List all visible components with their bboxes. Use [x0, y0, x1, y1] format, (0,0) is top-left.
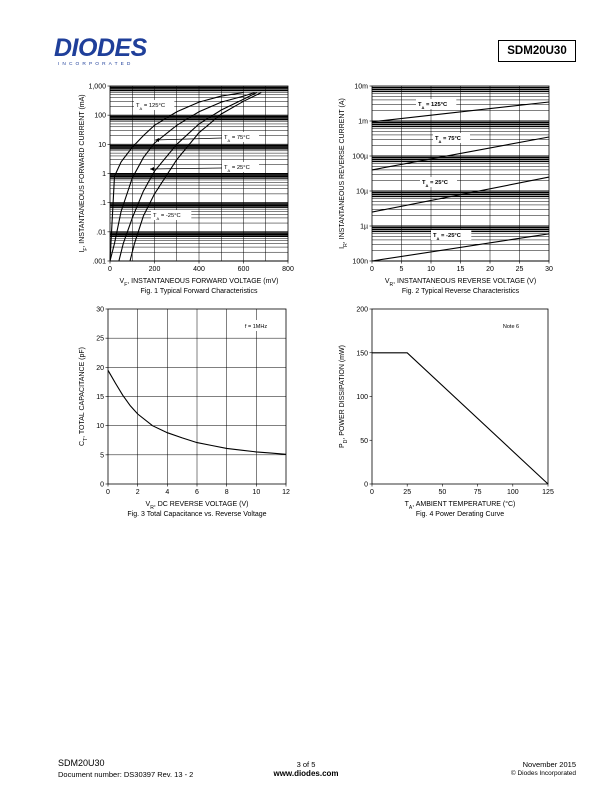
y-axis-label: $I_F$, INSTANTANEOUS FORWARD CURRENT (mA) [79, 94, 89, 253]
series-label-arrowhead [150, 167, 154, 171]
y-tick-label: 25 [96, 335, 104, 343]
fig2-reverse-chart [330, 80, 580, 300]
x-tick-label: 25 [515, 266, 524, 273]
x-tick-label: 2 [135, 489, 140, 496]
figure-caption: Fig. 2 Typical Reverse Characteristics [401, 288, 520, 295]
y-tick-label: 10m [354, 83, 368, 91]
series-label-125: $T_A = 125^\circ C$ [136, 103, 166, 111]
footer-url[interactable]: www.diodes.com [273, 769, 339, 778]
x-tick-label: 6 [195, 489, 199, 496]
series-label-arrow [155, 138, 222, 140]
diodes-logo [54, 34, 160, 68]
figure-caption: Fig. 3 Total Capacitance vs. Reverse Voltage [127, 511, 267, 518]
y-tick-label: 20 [96, 364, 104, 372]
x-tick-label: 100 [506, 489, 519, 496]
y-tick-label: 30 [96, 306, 104, 314]
y-tick-label: 100n [352, 258, 368, 266]
y-tick-label: 1µ [360, 223, 368, 231]
x-axis-label: $V_R$, INSTANTANEOUS REVERSE VOLTAGE (V) [384, 278, 537, 288]
x-tick-label: 125 [542, 489, 554, 496]
annotation-label: Note 6 [502, 324, 520, 330]
y-tick-label: 1m [358, 118, 368, 126]
x-tick-label: 50 [438, 489, 447, 496]
footer-part: SDM20U30 [58, 758, 105, 768]
y-tick-label: 50 [360, 437, 368, 445]
x-tick-label: 15 [456, 266, 465, 273]
y-tick-label: 1 [102, 171, 106, 178]
y-axis-label: $P_D$, POWER DISSIPATION (mW) [339, 345, 349, 448]
part-number-box [498, 40, 576, 62]
y-tick-label: 10µ [356, 188, 368, 196]
y-tick-label: 100 [94, 112, 106, 120]
x-tick-label: 25 [403, 489, 412, 496]
part-number: SDM20U30 [507, 45, 567, 57]
y-tick-label: 0 [364, 481, 368, 489]
x-tick-label: 75 [473, 489, 482, 496]
x-axis-label: $V_R$, DC REVERSE VOLTAGE (V) [145, 501, 249, 511]
footer-copyright: © Diodes Incorporated [510, 770, 576, 777]
y-tick-label: .1 [100, 200, 106, 208]
y-tick-label: 1,000 [88, 83, 106, 91]
x-tick-label: 10 [252, 489, 261, 496]
series-label-125: $T_A = 125^\circ C$ [418, 102, 448, 110]
gridlines [108, 309, 286, 484]
x-tick-label: 0 [108, 266, 112, 273]
series-label-25: $T_A = 25^\circ C$ [224, 165, 250, 173]
x-tick-label: 8 [224, 489, 229, 496]
x-tick-label: 12 [282, 489, 290, 496]
logo-subtext: INCORPORATED [58, 62, 134, 67]
logo-text: DIODES [54, 34, 147, 62]
x-tick-label: 0 [106, 489, 110, 496]
x-tick-label: 4 [165, 489, 170, 496]
x-tick-label: 0 [370, 266, 374, 273]
x-tick-label: 200 [148, 266, 161, 273]
figure-caption: Fig. 1 Typical Forward Characteristics [140, 288, 258, 295]
figure-caption: Fig. 4 Power Derating Curve [415, 511, 505, 518]
series-label-arrow [150, 168, 222, 169]
series-line [372, 353, 548, 484]
y-tick-label: 5 [100, 452, 104, 460]
x-tick-label: 800 [282, 266, 294, 273]
series-label-75: $T_A = 75^\circ C$ [435, 136, 461, 144]
x-tick-label: 400 [193, 266, 205, 273]
y-tick-label: 0 [100, 481, 104, 489]
x-tick-label: 5 [399, 266, 404, 273]
y-axis-label: $C_T$, TOTAL CAPACITANCE (pF) [79, 346, 89, 447]
y-tick-label: .001 [92, 258, 106, 266]
y-axis-label: $I_R$, INSTANTANEOUS REVERSE CURRENT (A) [339, 98, 349, 249]
annotation-label: f = 1MHz [244, 324, 268, 330]
fig1-forward-chart [58, 80, 308, 300]
x-axis-label: $T_A$, AMBIENT TEMPERATURE (°C) [404, 501, 516, 511]
series-label-minus25: $T_A = -25^\circ C$ [433, 233, 461, 241]
x-tick-label: 10 [427, 266, 435, 273]
series-label-minus25: $T_A = -25^\circ C$ [153, 213, 181, 221]
series-label-25: $T_A = 25^\circ C$ [422, 180, 448, 188]
x-tick-label: 0 [370, 489, 374, 496]
y-tick-label: 10 [96, 423, 104, 431]
x-tick-label: 30 [545, 266, 553, 273]
plot-frame [372, 309, 548, 484]
y-tick-label: 15 [96, 394, 104, 401]
y-tick-label: .01 [96, 229, 106, 237]
x-tick-label: 600 [237, 266, 250, 273]
x-tick-label: 20 [486, 266, 494, 273]
footer-date: November 2015 [522, 760, 576, 769]
y-tick-label: 200 [356, 306, 368, 314]
y-tick-label: 100 [356, 394, 368, 401]
fig3-capacitance-chart [58, 303, 308, 523]
x-axis-label: $V_F$, INSTANTANEOUS FORWARD VOLTAGE (mV) [119, 278, 279, 288]
footer-doc: Document number: DS30397 Rev. 13 - 2 [58, 770, 194, 779]
fig4-derating-chart [330, 303, 580, 523]
series-label-75: $T_A = 75^\circ C$ [224, 135, 250, 143]
y-tick-label: 100µ [352, 153, 368, 161]
y-tick-label: 150 [356, 350, 368, 358]
y-tick-label: 10 [98, 141, 106, 149]
footer-page: 3 of 5 [296, 760, 316, 769]
